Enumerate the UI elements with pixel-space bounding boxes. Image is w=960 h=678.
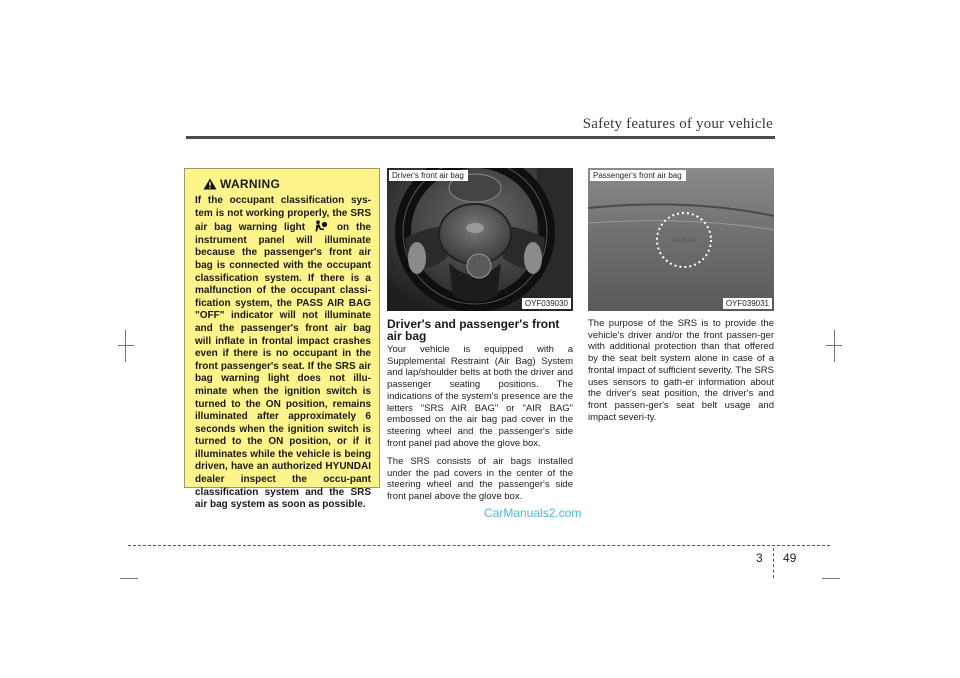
warning-box bbox=[184, 168, 380, 511]
header-rule bbox=[186, 136, 775, 139]
warning-text bbox=[195, 195, 371, 512]
warning-text-part-1: If the occupant classification sys-tem is not working properly, the SRS air bag warning light bbox=[195, 195, 371, 234]
warning-header bbox=[203, 177, 371, 191]
airbag-embossed-label: AIRBAG bbox=[671, 238, 697, 244]
warning-text-part-2: on the instrument panel will illuminate because the passenger's front air bag is connected with the occupant classification system. If there is a malfunction of the occupant classi-fication system, the PASS AIR BAG "OFF" indicator will not illuminate and the passenger's front air bag will inflate in frontal impact crashes even if there is no occupant in the front passenger's seat. If the SRS air bag warning light does not illu-minate when the ignition switch is turned to the ON position, remains illuminated after approximately 6 seconds when the ignition switch is turned to the ON position, or if it illuminates while the vehicle is being driven, have an authorized HYUNDAI dealer inspect the occu-pant classification system and the SRS air bag system as soon as possible. bbox=[195, 222, 371, 511]
crop-mark-right-v bbox=[834, 330, 835, 362]
driver-airbag-photo bbox=[387, 168, 573, 311]
crop-mark-bottom-right bbox=[822, 578, 840, 579]
passenger-photo-code: OYF039031 bbox=[723, 298, 772, 309]
warning-triangle-icon bbox=[203, 178, 217, 190]
footer-rule bbox=[128, 545, 830, 546]
page-number: 49 bbox=[783, 551, 797, 565]
section-title: Safety features of your vehicle bbox=[582, 116, 773, 132]
chapter-number: 3 bbox=[756, 551, 763, 565]
airbag-warning-light-icon bbox=[314, 220, 328, 232]
page-number-divider bbox=[773, 548, 774, 578]
steering-wheel-image bbox=[387, 168, 573, 311]
section-heading: Driver's and passenger's front air bag bbox=[387, 317, 560, 343]
paragraph-srs-intro: Your vehicle is equipped with a Supplemental Restraint (Air Bag) System and lap/shoulder belts at both the driver and passenger seating positions. The indications of the system's presence are the letters "SRS AIR BAG" or "AIR BAG" embossed on the air bag pad cover in the steering wheel and the passenger's side front panel pad above the glove box. bbox=[387, 344, 573, 449]
warning-title: WARNING bbox=[220, 177, 281, 191]
paragraph-srs-components: The SRS consists of air bags installed under the pad covers in the center of the steering wheel and the passenger's side front panel above the glove box. bbox=[387, 456, 573, 503]
watermark-link[interactable]: CarManuals2.com bbox=[484, 506, 582, 520]
driver-photo-code: OYF039030 bbox=[522, 298, 571, 309]
passenger-photo-caption: Passenger's front air bag bbox=[590, 170, 686, 181]
driver-photo-caption: Driver's front air bag bbox=[389, 170, 468, 181]
crop-mark-bottom-left bbox=[120, 578, 138, 579]
paragraph-srs-purpose: The purpose of the SRS is to provide the vehicle's driver and/or the front passen-ger with additional protection than that offered by the seat belt system alone in case of a frontal impact of sufficient severity. The SRS uses sensors to gath-er information about the driver's seat position, the driver's and front passen-ger's seat belt usage and impact severi-ty. bbox=[588, 318, 774, 423]
passenger-airbag-photo bbox=[588, 168, 774, 311]
crop-mark-left-v bbox=[125, 330, 126, 362]
crop-mark-left-h bbox=[118, 345, 134, 346]
passenger-dashboard-image bbox=[588, 168, 774, 311]
